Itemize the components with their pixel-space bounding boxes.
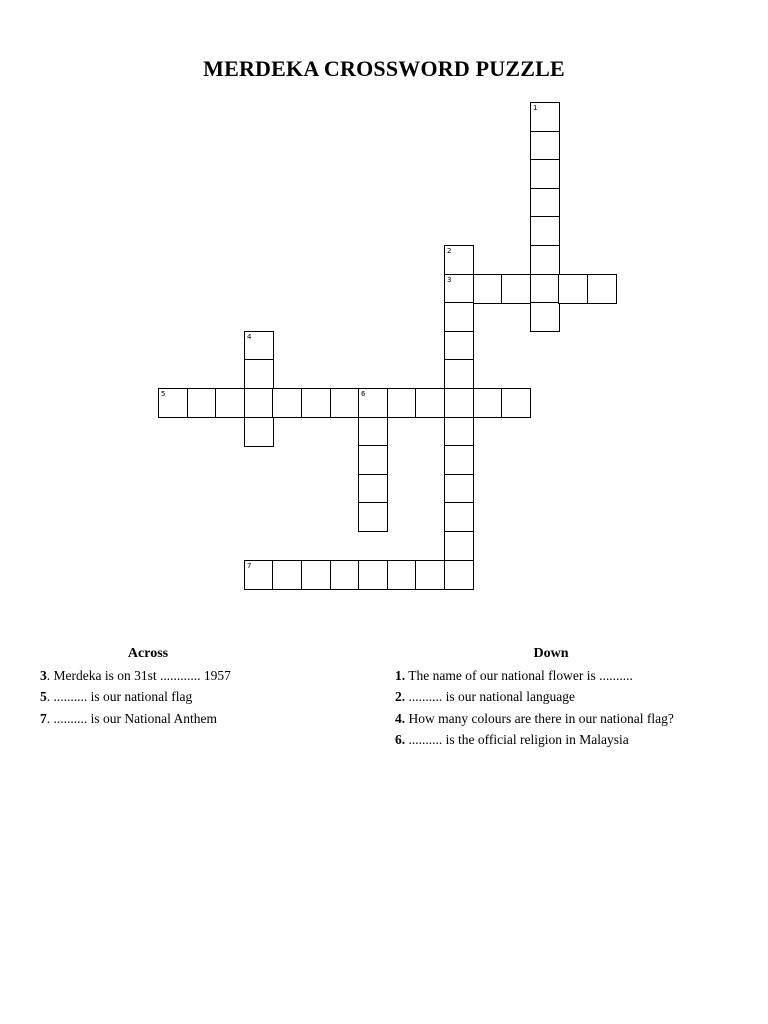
crossword-cell[interactable] <box>415 560 445 590</box>
crossword-cell[interactable] <box>530 302 560 332</box>
clue-across-3: 3. Merdeka is on 31st ............ 1957 <box>40 667 231 683</box>
clue-text: Merdeka is on 31st ............ 1957 <box>50 667 231 683</box>
clue-number: 3 <box>40 667 47 683</box>
crossword-cell[interactable] <box>244 417 274 447</box>
crossword-cell[interactable] <box>358 560 388 590</box>
crossword-cell[interactable] <box>444 502 474 532</box>
crossword-cell[interactable] <box>444 245 474 275</box>
clue-text: .......... is our National Anthem <box>50 710 217 726</box>
clue-text: .......... is the official religion in Malaysia <box>405 732 629 747</box>
crossword-cell[interactable] <box>558 274 588 304</box>
crossword-cell[interactable] <box>358 417 388 447</box>
crossword-cell[interactable] <box>444 560 474 590</box>
crossword-cell[interactable] <box>244 359 274 389</box>
crossword-cell[interactable] <box>358 445 388 475</box>
clue-down-1 <box>395 665 735 687</box>
crossword-cell[interactable] <box>272 388 302 418</box>
crossword-cell[interactable] <box>244 331 274 361</box>
crossword-cell[interactable] <box>530 245 560 275</box>
crossword-cell[interactable] <box>358 474 388 504</box>
crossword-cell[interactable] <box>187 388 217 418</box>
crossword-cell[interactable] <box>444 531 474 561</box>
crossword-cell[interactable] <box>387 388 417 418</box>
cell-number: 3 <box>447 276 452 284</box>
clue-number: 5 <box>40 689 47 704</box>
clue-number: 6. <box>395 732 406 747</box>
crossword-cell[interactable] <box>444 359 474 389</box>
across-clues <box>40 643 260 729</box>
crossword-cell[interactable] <box>444 388 474 418</box>
clue-text: .......... is our national flag <box>50 689 193 704</box>
crossword-cell[interactable] <box>301 388 331 418</box>
crossword-cell[interactable] <box>530 159 560 189</box>
crossword-cell[interactable] <box>473 388 503 418</box>
clue-text: The name of our national flower is .......... <box>405 667 633 683</box>
cell-number: 4 <box>247 333 252 341</box>
clue-number: 2. <box>395 689 406 704</box>
crossword-cell[interactable] <box>415 388 445 418</box>
crossword-cell[interactable] <box>358 388 388 418</box>
crossword-cell[interactable] <box>587 274 617 304</box>
clue-number: 7 <box>40 710 47 726</box>
clue-across-7: 7. .......... is our National Anthem <box>40 710 217 726</box>
clue-down-4 <box>395 708 735 730</box>
clue-text: How many colours are there in our national flag? <box>405 710 674 726</box>
crossword-cell[interactable] <box>272 560 302 590</box>
crossword-cell[interactable] <box>530 274 560 304</box>
crossword-cell[interactable] <box>444 445 474 475</box>
crossword-cell[interactable] <box>501 274 531 304</box>
down-clues <box>395 643 735 751</box>
clue-number: 4. <box>395 710 406 726</box>
crossword-cell[interactable] <box>444 274 474 304</box>
clue-across-5: 5. .......... is our national flag <box>40 689 193 704</box>
down-heading: Down <box>533 646 569 661</box>
crossword-cell[interactable] <box>444 417 474 447</box>
crossword-cell[interactable] <box>244 388 274 418</box>
cell-number: 7 <box>247 562 252 570</box>
clue-text: .......... is our national language <box>405 689 575 704</box>
crossword-cell[interactable] <box>158 388 188 418</box>
crossword-cell[interactable] <box>387 560 417 590</box>
crossword-cell[interactable] <box>215 388 245 418</box>
crossword-cell[interactable] <box>358 502 388 532</box>
crossword-cell[interactable] <box>444 331 474 361</box>
crossword-cell[interactable] <box>501 388 531 418</box>
cell-number: 1 <box>533 104 538 112</box>
clue-number: 1. <box>395 667 406 683</box>
across-heading: Across <box>127 646 169 661</box>
crossword-cell[interactable] <box>444 302 474 332</box>
crossword-cell[interactable] <box>444 474 474 504</box>
crossword-cell[interactable] <box>244 560 274 590</box>
crossword-cell[interactable] <box>530 188 560 218</box>
crossword-cell[interactable] <box>530 216 560 246</box>
crossword-cell[interactable] <box>301 560 331 590</box>
crossword-cell[interactable] <box>330 560 360 590</box>
clue-down-2 <box>395 686 735 708</box>
page-title: MERDEKA CROSSWORD PUZZLE <box>203 56 565 81</box>
crossword-cell[interactable] <box>473 274 503 304</box>
crossword-cell[interactable] <box>530 102 560 132</box>
crossword-cell[interactable] <box>530 131 560 161</box>
cell-number: 5 <box>161 390 166 398</box>
clue-down-6 <box>395 729 735 751</box>
crossword-cell[interactable] <box>330 388 360 418</box>
cell-number: 6 <box>361 390 366 398</box>
cell-number: 2 <box>447 247 452 255</box>
